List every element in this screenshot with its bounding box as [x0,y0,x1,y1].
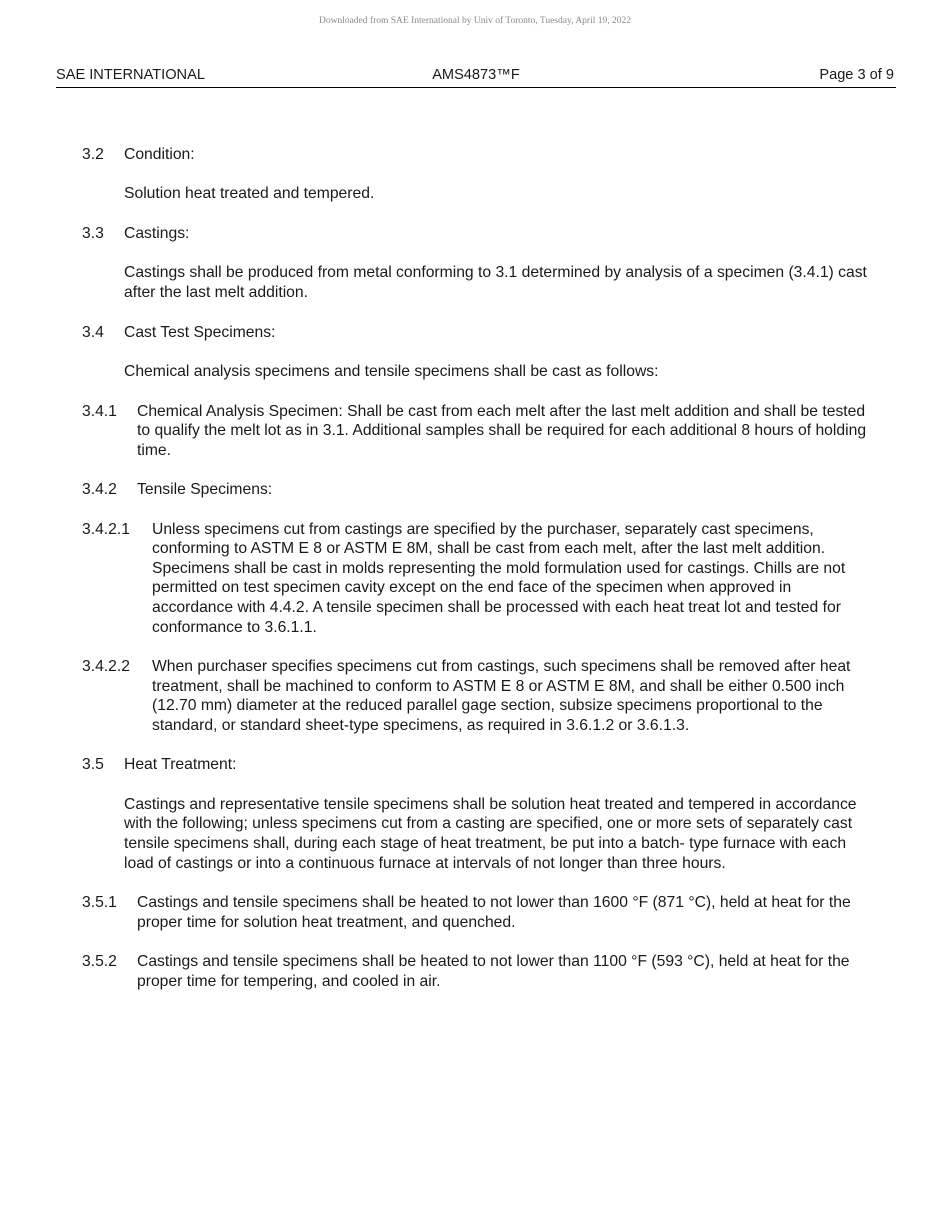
section-number: 3.2 [82,146,104,163]
section-number: 3.4.2 [82,481,117,499]
section-title: Heat Treatment: [124,756,237,774]
section-3-3-body [124,263,872,302]
paragraph-text: Castings and tensile specimens shall be heated to not lower than 1100 °F (593 °C), held at heat for the proper time for tempering, and cooled in air. [137,953,850,990]
section-number: 3.4.1 [82,402,117,420]
document-body [82,145,872,1011]
header-document-id: AMS4873™F [432,67,520,83]
section-3-4-2-2 [82,657,872,735]
section-3-5-body [124,795,872,873]
paragraph-text: Castings and tensile specimens shall be heated to not lower than 1600 °F (871 °C), held at heat for the proper time for solution heat treatment, and quenched. [137,894,851,931]
section-3-5-heading [82,755,872,775]
paragraph-text: Castings and representative tensile specimens shall be solution heat treated and tempered in accordance with the following; unless specimens cut from a casting are specified, one or more sets of separately cast tensile specimens shall, during each stage of heat treatment, be put into a batch- type furnace with each load of castings or into a continuous furnace at intervals of not longer than three hours. [124,795,857,872]
section-3-4-1 [82,402,872,461]
section-number: 3.4 [82,323,104,341]
paragraph-text: When purchaser specifies specimens cut from castings, such specimens shall be removed after heat treatment, shall be machined to conform to ASTM E 8 or ASTM E 8M, and shall be either 0.500 inch (12.70 mm) diameter at the reduced parallel gage section, subsize specimens proportional to the standard, or standard sheet-type specimens, as required in 3.6.1.2 or 3.6.1.3. [152,658,851,734]
header-organization: SAE INTERNATIONAL [56,67,205,83]
section-number: 3.4.2.1 [82,520,130,538]
section-number: 3.5 [82,756,104,774]
paragraph-text: Chemical analysis specimens and tensile specimens shall be cast as follows: [124,363,659,381]
section-title: Condition: [124,146,195,163]
section-title: Cast Test Specimens: [124,323,276,341]
section-3-5-1 [82,893,872,932]
section-number: 3.5.2 [82,953,117,971]
download-watermark: Downloaded from SAE International by Univ of Toronto, Tuesday, April 19, 2022 [318,16,631,26]
section-3-2-body [124,184,872,204]
section-number: 3.3 [82,224,104,242]
section-number: 3.5.1 [82,894,117,912]
section-3-5-2 [82,952,872,991]
header-page-number: Page 3 of 9 [819,67,894,83]
section-number: 3.4.2.2 [82,658,130,676]
section-title: Castings: [124,224,190,242]
paragraph-text: Unless specimens cut from castings are specified by the purchaser, separately cast specimens, conforming to ASTM E 8 or ASTM E 8M, shall be cast from each melt, after the last melt addition. Specimens shall be cast in molds representing the mold formulation used for castings. Chills are not permitted on test specimen cavity except on the end face of the specimen when approved in accordance with 4.4.2. A tensile specimen shall be processed with each heat treat lot and tested for conformance to 3.6.1.1. [152,520,846,636]
section-3-4-2-1 [82,520,872,638]
paragraph-text: Solution heat treated and tempered. [124,185,375,203]
section-3-2-heading [82,145,872,165]
section-3-4-2-heading [82,480,872,500]
paragraph-text: Chemical Analysis Specimen: Shall be cast from each melt after the last melt addition and shall be tested to qualify the melt lot as in 3.1. Additional samples shall be required for each additional 8 hours of holding time. [137,402,867,459]
section-3-3-heading [82,224,872,244]
section-title: Tensile Specimens: [137,481,273,499]
paragraph-text: Castings shall be produced from metal conforming to 3.1 determined by analysis of a specimen (3.4.1) cast after the last melt addition. [124,264,867,302]
section-3-4-body [124,362,872,382]
section-3-4-heading [82,323,872,343]
page-header [56,67,896,88]
